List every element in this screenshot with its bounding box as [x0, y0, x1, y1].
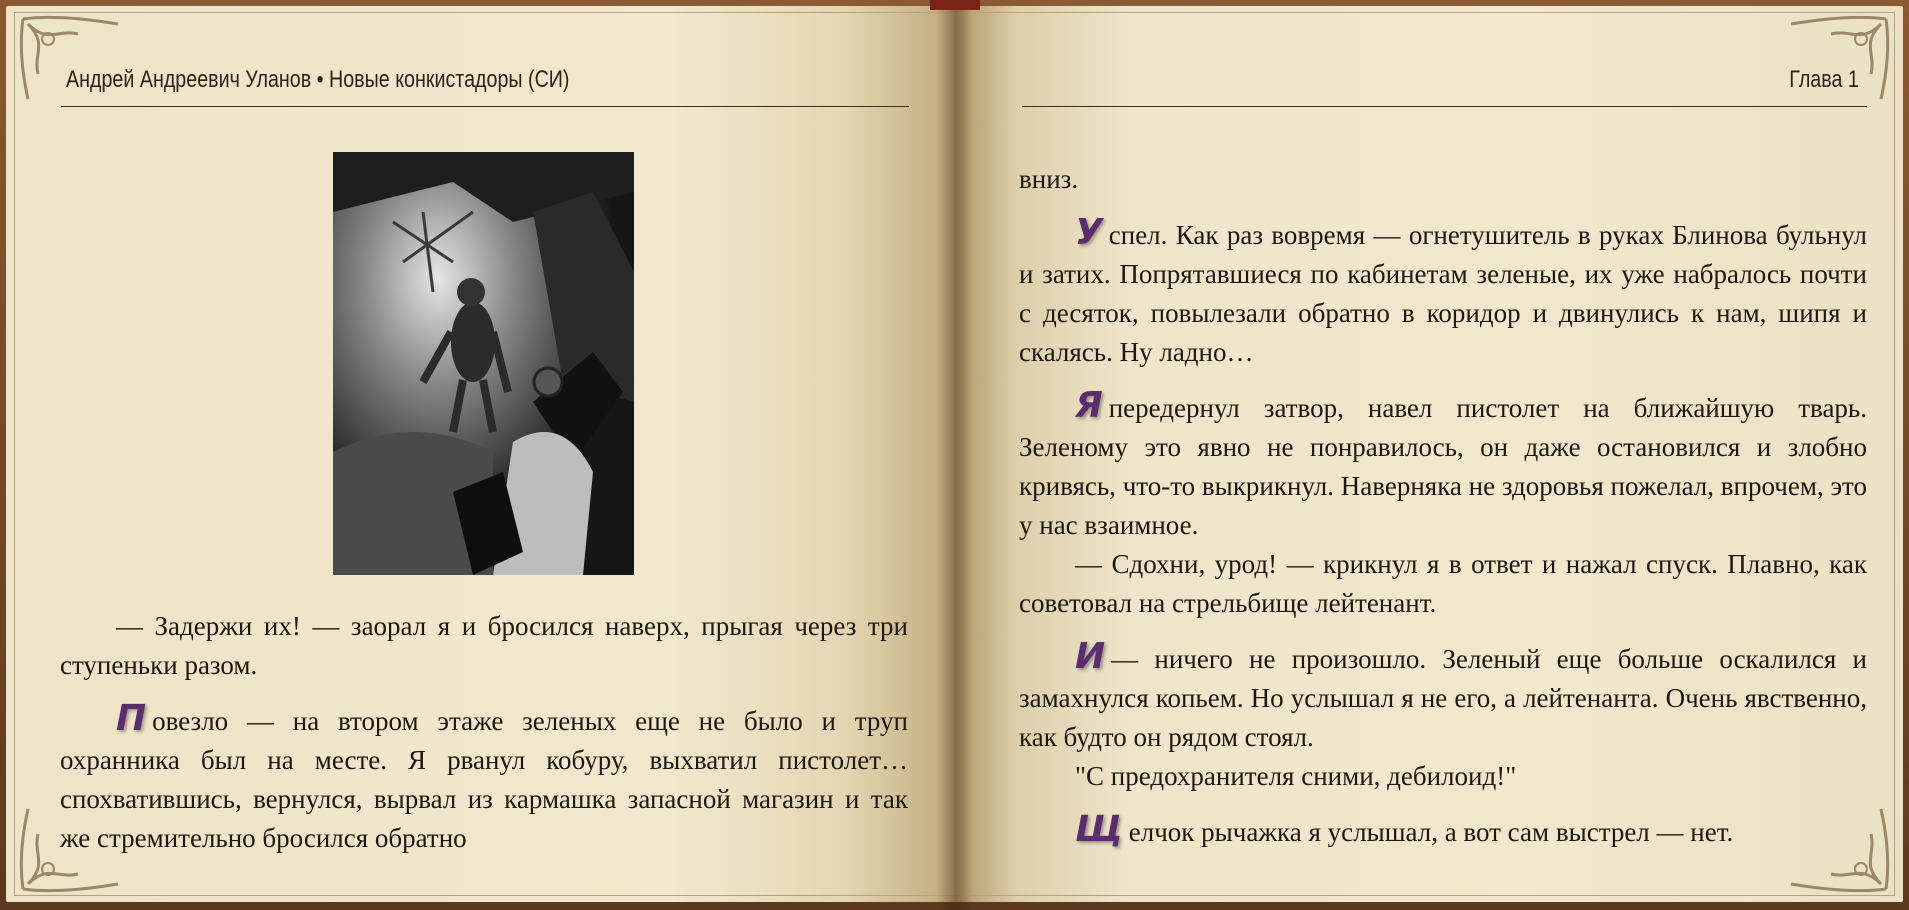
right-page-text	[1019, 160, 1867, 852]
paragraph-text: овезло — на втором этаже зеленых еще не было и труп охранника был на месте. Я рванул кобуру, выхватил пистолет… спохватившись, вернулся, вырвал из кармашка запасной магазин и так же стремительно бросился обратно	[60, 706, 908, 853]
bookmark-ribbon	[930, 0, 980, 10]
drop-cap: Щ	[1075, 809, 1123, 850]
chapter-heading: Глава 1	[1789, 66, 1859, 93]
header-rule	[61, 106, 909, 107]
paragraph: "С предохранителя сними, дебилоид!"	[1075, 761, 1517, 791]
paragraph-text: передернул затвор, навел пистолет на ближайшую тварь. Зеленому это явно не понравилось, он даже остановился и злобно кривясь, что-то выкрикнул. Наверняка не здоровья пожелал, впрочем, это у нас взаимное.	[1019, 393, 1867, 540]
paragraph-text: спел. Как раз вовремя — огнетушитель в руках Блинова бульнул и затих. Попрятавшиеся по кабинетам зеленые, их уже набралось почти с десяток, повылезали обратно в коридор и двинулись к нам, шипя и скалясь. Ну ладно…	[1019, 220, 1867, 367]
drop-cap: У	[1075, 212, 1103, 253]
running-header-left	[66, 66, 569, 94]
paragraph-text: елчок рычажка я услышал, а вот сам выстрел — нет.	[1128, 817, 1734, 847]
drop-cap: Я	[1075, 385, 1103, 426]
book-illustration	[333, 152, 634, 575]
drop-cap: И	[1075, 636, 1106, 677]
paragraph	[1019, 810, 1867, 852]
header-rule	[1022, 106, 1867, 107]
left-page-text	[60, 607, 908, 858]
paragraph: — Сдохни, урод! — крикнул я в ответ и нажал спуск. Плавно, как советовал на стрельбище лейтенант.	[1019, 549, 1867, 618]
paragraph	[1019, 386, 1867, 545]
drop-cap: П	[116, 698, 147, 739]
header-separator: •	[316, 66, 324, 93]
paragraph: вниз.	[1019, 164, 1079, 194]
paragraph: — Задержи их! — заорал я и бросился наверх, прыгая через три ступеньки разом.	[60, 611, 908, 680]
paragraph	[1019, 637, 1867, 757]
book-title: Новые конкистадоры (СИ)	[329, 66, 570, 93]
paragraph-text: — ничего не произошло. Зеленый еще больше оскалился и замахнулся копьем. Но услышал я не его, а лейтенанта. Очень явственно, как будто он рядом стоял.	[1019, 644, 1867, 752]
right-page[interactable]	[960, 6, 1903, 902]
paragraph	[1019, 213, 1867, 372]
paragraph	[60, 699, 908, 858]
author-name: Андрей Андреевич Уланов	[66, 66, 312, 93]
left-page[interactable]	[6, 6, 960, 902]
